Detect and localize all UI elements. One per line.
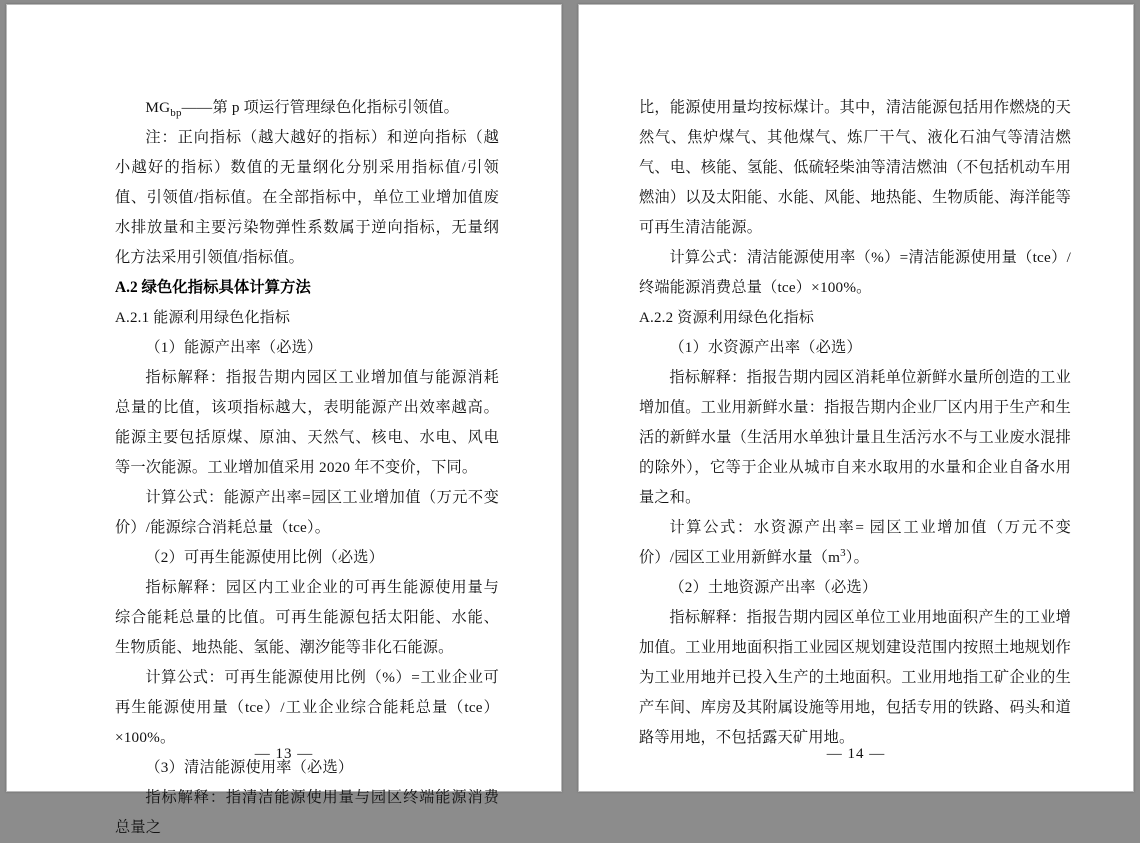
explanation-clean-energy-rate: 指标解释：指清洁能源使用量与园区终端能源消费总量之 (115, 789, 499, 836)
explanation-land-output: 指标解释：指报告期内园区单位工业用地面积产生的工业增加值。工业用地面积指工业园区规划建设范围内按照土地规划作为工业用地并已投入生产的土地面积。工业用地指工矿企业的生产车间、库房及其附属设施等用地，包括专用的铁路、码头和道路等用地，不包括露天矿用地。 (639, 609, 1071, 746)
symbol-name: MG (145, 99, 171, 116)
symbol-definition (115, 93, 499, 123)
item-1-water-output: （1）水资源产出率（必选） (669, 339, 862, 356)
item-2-land-output: （2）土地资源产出率（必选） (669, 579, 878, 596)
section-heading-a2: A.2 绿色化指标具体计算方法 (115, 279, 311, 296)
item-3-clean-energy-rate: （3）清洁能源使用率（必选） (145, 759, 354, 776)
page-13-content (7, 5, 561, 836)
item-2-renewable-ratio: （2）可再生能源使用比例（必选） (145, 549, 384, 566)
subsection-heading-a21: A.2.1 能源利用绿色化指标 (115, 310, 291, 326)
formula-water-output-tail: ）。 (845, 549, 869, 566)
item-1-energy-output: （1）能源产出率（必选） (145, 339, 323, 356)
formula-renewable-ratio: 计算公式：可再生能源使用比例（%）=工业企业可再生能源使用量（tce）/工业企业综合能耗总量（tce）×100%。 (115, 669, 499, 746)
formula-water-output-superscript: 3 (840, 546, 846, 559)
page-14-content (579, 5, 1133, 791)
symbol-definition-text: ——第 p 项运行管理绿色化指标引领值。 (181, 99, 460, 116)
page-13 (6, 4, 562, 836)
explanation-clean-energy-rate-continued: 比，能源使用量均按标煤计。其中，清洁能源包括用作燃烧的天然气、焦炉煤气、其他煤气、炼厂干气、液化石油气等清洁燃气、电、核能、氢能、低硫轻柴油等清洁燃油（不包括机动车用燃油）以及太阳能、水能、风能、地热能、生物质能、海洋能等可再生清洁能源。 (639, 99, 1071, 236)
subsection-heading-a22: A.2.2 资源利用绿色化指标 (639, 310, 815, 326)
explanation-renewable-ratio: 指标解释：园区内工业企业的可再生能源使用量与综合能耗总量的比值。可再生能源包括太阳能、水能、生物质能、地热能、氢能、潮汐能等非化石能源。 (115, 579, 499, 656)
formula-energy-output: 计算公式：能源产出率=园区工业增加值（万元不变价）/能源综合消耗总量（tce）。 (115, 489, 499, 536)
formula-water-output-text: 计算公式：水资源产出率= 园区工业增加值（万元不变价）/园区工业用新鲜水量（m (639, 519, 1071, 566)
explanation-water-output: 指标解释：指报告期内园区消耗单位新鲜水量所创造的工业增加值。工业用新鲜水量：指报告期内企业厂区内用于生产和生活的新鲜水量（生活用水单独计量且生活污水不与工业废水混排的除外），它等于企业从城市自来水取用的水量和企业自备水用量之和。 (639, 369, 1071, 506)
note-paragraph: 注：正向指标（越大越好的指标）和逆向指标（越小越好的指标）数值的无量纲化分别采用指标值/引领值、引领值/指标值。在全部指标中，单位工业增加值废水排放量和主要污染物弹性系数属于逆向指标，无量纲化方法采用引领值/指标值。 (115, 129, 499, 266)
formula-clean-energy-rate: 计算公式：清洁能源使用率（%）=清洁能源使用量（tce）/终端能源消费总量（tce）×100%。 (639, 249, 1071, 296)
symbol-subscript: bp (170, 107, 182, 120)
formula-water-output (639, 513, 1071, 573)
page-number-right: — 14 — (826, 746, 886, 762)
explanation-energy-output: 指标解释：指报告期内园区工业增加值与能源消耗总量的比值，该项指标越大，表明能源产出效率越高。能源主要包括原煤、原油、天然气、核电、水电、风电等一次能源。工业增加值采用 2020 年不变价，下同。 (115, 369, 499, 476)
page-number-left: — 13 — (254, 746, 314, 762)
page-14 (578, 4, 1134, 792)
